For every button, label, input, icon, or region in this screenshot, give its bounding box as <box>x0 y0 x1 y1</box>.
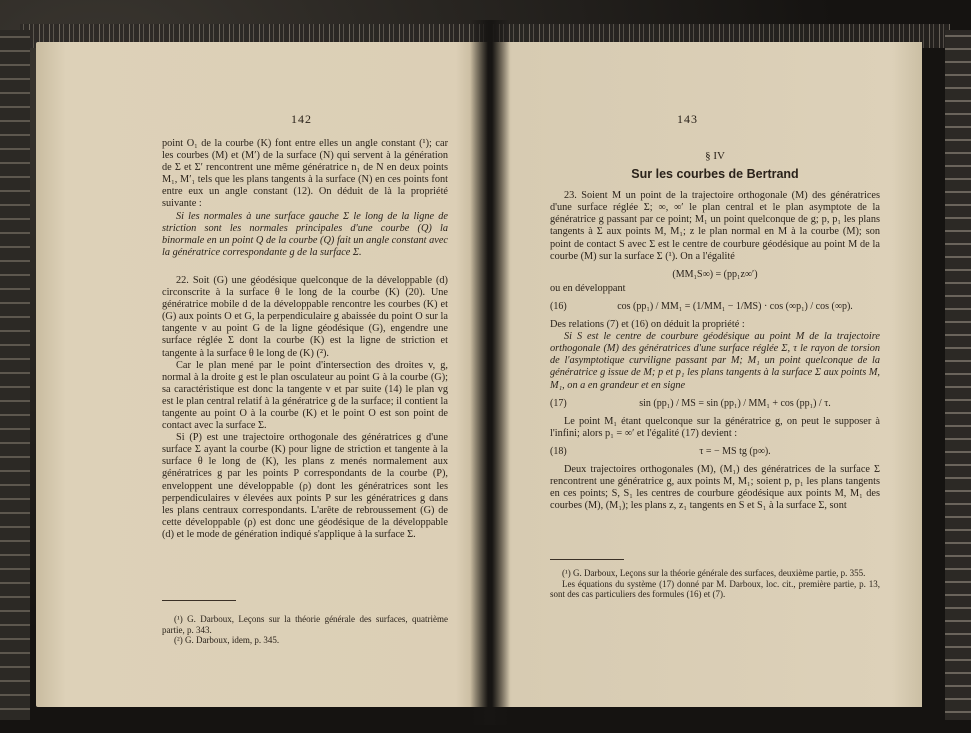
section-title: Sur les courbes de Bertrand <box>631 167 799 182</box>
paragraph: ou en développant <box>550 282 626 294</box>
footnotes <box>162 614 448 646</box>
equation-18 <box>550 446 880 458</box>
equation-label: (16) <box>550 300 567 312</box>
left-page <box>36 42 488 707</box>
equation-17 <box>550 398 880 410</box>
footnote: (¹) G. Darboux, Leçons sur la théorie générale des surfaces, deuxième partie, p. 355. <box>562 568 866 578</box>
section-number: § IV <box>705 150 725 162</box>
equation-16 <box>550 301 880 313</box>
paragraph: 22. Soit (G) une géodésique quelconque de la développable (d) circonscrite à la surface θ le long de la courbe (K) (20). Une génératrice mobile d de la développable rencontre les courbes (K) et (G) aux points O et G, la perpendiculaire g abaissée du point O sur la tangente v au point G de la ligne géodésique (G), engendre une surface réglée Σ dont la courbe (K) est la ligne de striction et tangente à la surface θ le long de (K) (²). <box>162 274 448 359</box>
equation-expression: cos (pp₁) / MM₁ = (1/MM₁ − 1/MS) · cos (∞p₁) / cos (∞p). <box>617 300 853 312</box>
footnote: (¹) G. Darboux, Leçons sur la théorie générale des surfaces, quatrième partie, p. 343. <box>162 614 448 635</box>
equation-label: (17) <box>550 397 567 409</box>
page-number: 143 <box>677 112 698 126</box>
book-gutter <box>470 20 510 725</box>
equation-expression: sin (pp₁) / MS = sin (pp₁) / MM₁ + cos (pp₁) / τ. <box>639 397 831 409</box>
equation: (MM₁S∞) = (pp₁z∞′) <box>672 268 758 280</box>
equation-expression: τ = − MS tg (p∞). <box>699 445 771 457</box>
paragraph: Car le plan mené par le point d'intersection des droites v, g, normal à la droite g est le plan osculateur au point G à la courbe (G); sa caractéristique est donc la tangente v et par suite (14) le plan vg est le plan central relatif à la génératrice g de la surface; il contient la tangente au point O à la courbe (K) et le point O est son point de contact avec la surface Σ. <box>162 359 448 432</box>
footnote-rule <box>550 559 624 560</box>
theorem-statement: Si les normales à une surface gauche Σ le long de la ligne de striction sont les normales principales d'une courbe (Q) la binormale en un point Q de la courbe (Q) fait un angle constant avec la génératrice correspondante g de la surface Σ. <box>162 210 448 258</box>
marbled-cover-right <box>945 30 971 720</box>
left-page-body <box>162 138 448 541</box>
footnote: (²) G. Darboux, idem, p. 345. <box>174 635 280 645</box>
equation-label: (18) <box>550 445 567 457</box>
footnote-rule <box>162 600 236 601</box>
paragraph: Deux trajectoires orthogonales (M), (M₁) des génératrices de la surface Σ rencontrent une génératrice g, aux points M, M₁; soient p, p₁ les plans tangents en ces points; S, S₁ les centres de courbure géodésique aux points M, M₁ des courbes (M), (M₁); les plans z, z₁ tangents en S et S₁ à la surface Σ, sont <box>550 463 880 512</box>
paragraph: Si (P) est une trajectoire orthogonale des génératrices g d'une surface Σ ayant la courbe (K) pour ligne de striction et tangente à la surface θ le long de (K), les plans z menés normalement aux génératrices g par les points P correspondants de la courbe (P), enveloppent une développable (ρ) dont les génératrices sont les perpendiculaires v élevées aux points P sur les génératrices g dans les plans centraux correspondants. L'arête de rebroussement (G) de cette développable (ρ) est donc une géodésique de la développable (d) et le mode de génération indiqué s'applique à la surface Σ. <box>162 432 448 540</box>
right-page-body <box>550 138 880 512</box>
paragraph: 23. Soient M un point de la trajectoire orthogonale (M) des génératrices d'une surface réglée Σ; ∞, ∞′ le plan central et le plan asymptote de la génératrice g passant par ce point; M₁ un point quelconque de g; p, p₁ les plans tangents à Σ aux points M, M₁; z le plan normal en M à la courbe (M); son point de contact S avec Σ est le centre de courbure géodésique au point M de la courbe (M) sur la surface Σ (¹). On a l'égalité <box>550 190 880 262</box>
footnote: Les équations du système (17) donné par M. Darboux, loc. cit., première partie, p. 13, sont des cas particuliers des formules (16) et (7). <box>550 578 880 599</box>
paragraph: point O₁ de la courbe (K) font entre elles un angle constant (¹); car les courbes (M) et (M′) de la surface (N) qui servent à la génération de Σ et Σ′ rencontrent une même génératrice n₁ de N en deux points M₁, M′₁ tels que les plans tangents à la surface (N) en ces points font entre eux un angle constant (12). On déduit de là la propriété suivante : <box>162 138 448 210</box>
footnotes <box>550 568 880 600</box>
theorem-statement: Si S est le centre de courbure géodésique au point M de la trajectoire orthogonale (M) des génératrices d'une surface réglée Σ, τ le rayon de torsion de l'asymptotique curviligne passant par M; M₁ un point quelconque de la génératrice g issue de M; p et p₁ les plans tangents à la surface Σ aux points M, M₁, on a en grandeur et en signe <box>550 331 880 391</box>
page-number: 142 <box>291 112 312 126</box>
marbled-cover-left <box>0 30 30 720</box>
paragraph: Des relations (7) et (16) on déduit la propriété : <box>550 319 745 331</box>
right-page <box>492 42 922 707</box>
paragraph: Le point M₁ étant quelconque sur la génératrice g, on peut le supposer à l'infini; alors p₁ = ∞′ et l'égalité (17) devient : <box>550 415 880 439</box>
